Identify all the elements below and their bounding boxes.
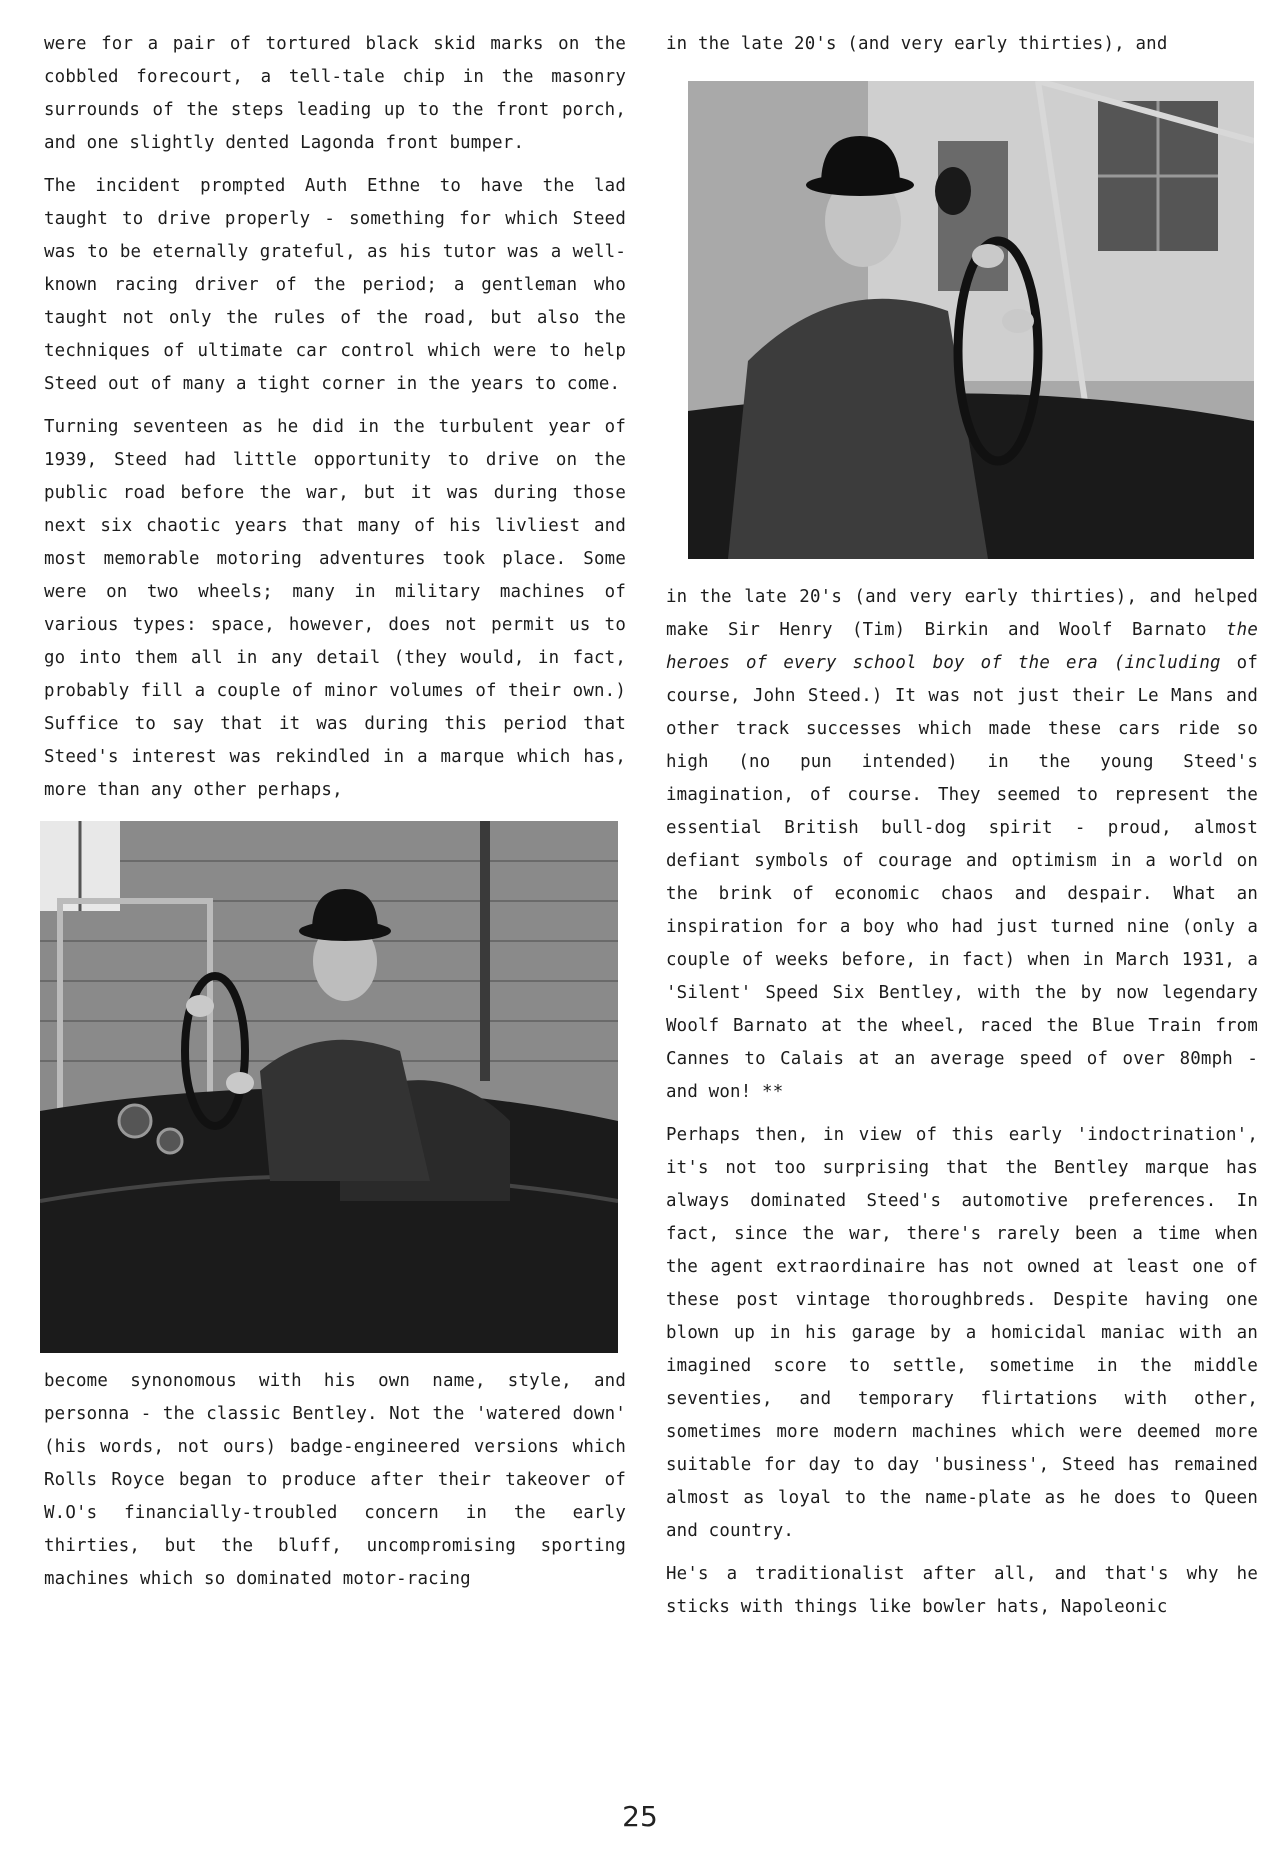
- left-paragraph-2: The incident prompted Auth Ethne to have the lad taught to drive properly - something for which Steed was to be eternally grateful, as his tutor was a well-known racing driver of the period; a gentleman who taught not only the rules of the road, but also the techniques of ultimate car control which were to help Steed out of many a tight corner in the years to come.: [44, 176, 626, 394]
- right-paragraph-1: [666, 581, 1258, 1109]
- page-number: 25: [622, 1800, 658, 1833]
- photo-man-in-bowler-hat-driving: [688, 81, 1254, 559]
- left-paragraph-4: become synonomous with his own name, style, and personna - the classic Bentley. Not the 'watered down' (his words, not ours) badge-engineered versions which Rolls Royce began to produce after their takeover of W.O's financially-troubled concern in the early thirties, but the bluff, uncompromising sporting machines which so dominated motor-racing: [44, 1371, 626, 1589]
- right-paragraph-1-text-a: in the late 20's (and very early thirties), and helped make Sir Henry (Tim) Birkin and Woolf Barnato: [666, 587, 1258, 640]
- right-paragraph-1-text-b: of course, John Steed.) It was not just their Le Mans and other track successes which made these cars ride so high (no pun intended) in the young Steed's imagination, of course. They seemed to represent the essential British bull-dog spirit - proud, almost defiant symbols of courage and optimism in a world on the brink of economic chaos and despair. What an inspiration for a boy who had just turned nine (only a couple of weeks before, in fact) when in March 1931, a 'Silent' Speed Six Bentley, with the by now legendary Woolf Barnato at the wheel, raced the Blue Train from Cannes to Calais at an average speed of over 80mph - and won! **: [666, 653, 1258, 1102]
- photo-illustration: [688, 81, 1254, 559]
- right-paragraph-3: He's a traditionalist after all, and that's why he sticks with things like bowler hats, Napoleonic: [666, 1564, 1258, 1617]
- left-paragraph-3: Turning seventeen as he did in the turbulent year of 1939, Steed had little opportunity to drive on the public road before the war, but it was during those next six chaotic years that many of his livliest and most memorable motoring adventures took place. Some were on two wheels; many in military machines of various types: space, however, does not permit us to go into them all in any detail (they would, in fact, probably fill a couple of minor volumes of their own.) Suffice to say that it was during this period that Steed's interest was rekindled in a marque which has, more than any other perhaps,: [44, 417, 626, 800]
- photo-illustration: [40, 821, 618, 1353]
- right-top-line: in the late 20's (and very early thirties), and: [666, 34, 1168, 54]
- left-column: [44, 28, 626, 1606]
- left-paragraph-1: were for a pair of tortured black skid marks on the cobbled forecourt, a tell-tale chip in the masonry surrounds of the steps leading up to the front porch, and one slightly dented Lagonda front bumper.: [44, 34, 626, 153]
- right-column: [666, 28, 1258, 1634]
- right-paragraph-1-italic: the heroes of every school boy of the era (including: [666, 620, 1258, 673]
- right-paragraph-2: Perhaps then, in view of this early 'indoctrination', it's not too surprising that the Bentley marque has always dominated Steed's automotive preferences. In fact, since the war, there's rarely been a time when the agent extraordinaire has not owned at least one of these post vintage thoroughbreds. Despite having one blown up in his garage by a homicidal maniac with an imagined score to settle, sometime in the middle seventies, and temporary flirtations with other, sometimes more modern machines which were deemed more suitable for day to day 'business', Steed has remained almost as loyal to the name-plate as he does to Queen and country.: [666, 1125, 1258, 1541]
- photo-man-at-wheel-open-car: [40, 821, 618, 1353]
